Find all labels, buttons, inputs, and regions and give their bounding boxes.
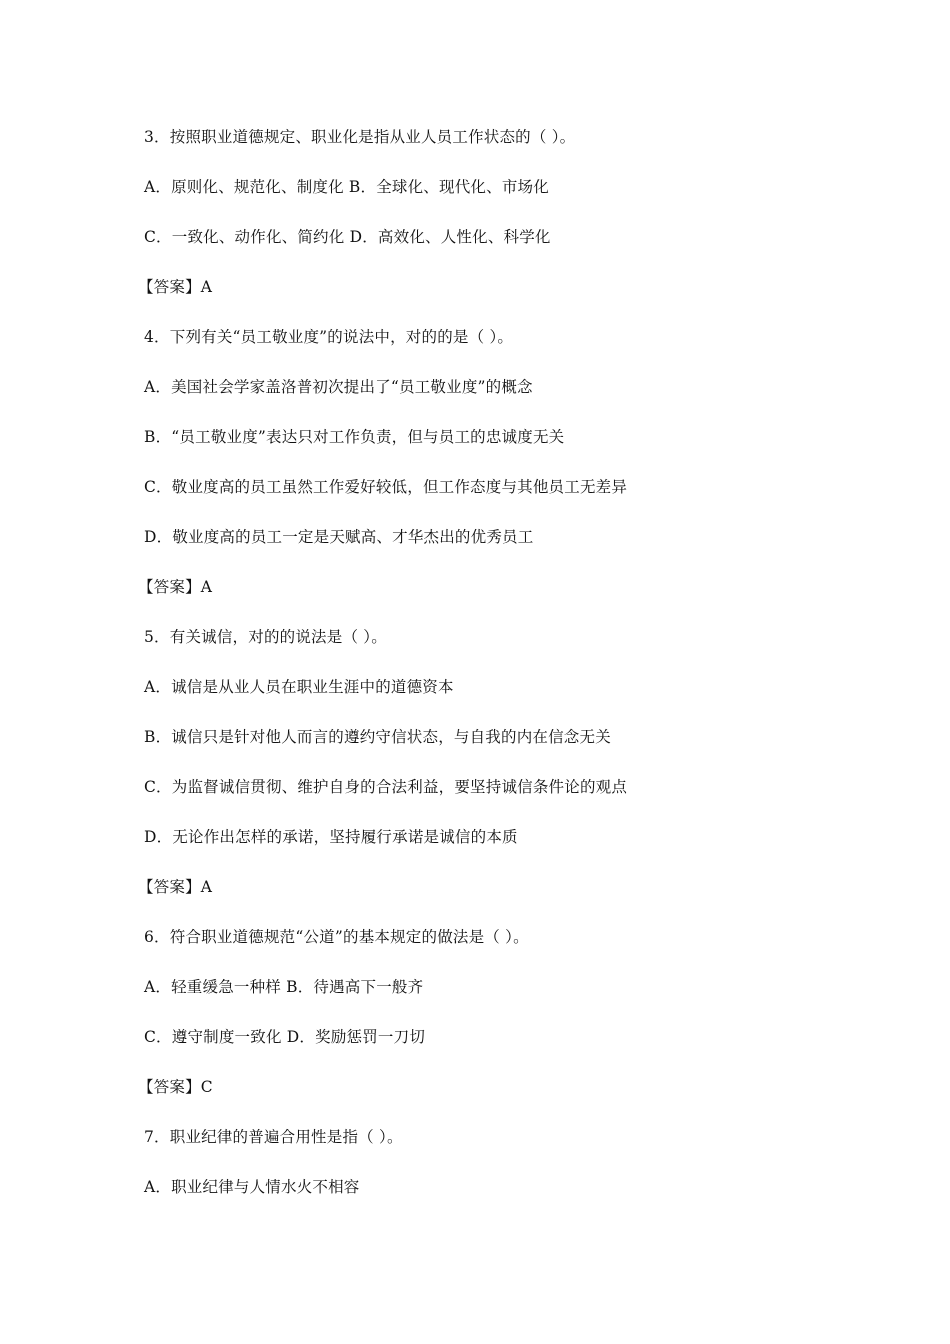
question-6: 6．符合职业道德规范“公道”的基本规定的做法是（ ）。	[144, 928, 529, 946]
option-4-a: A．美国社会学家盖洛普初次提出了“员工敬业度”的概念	[144, 378, 533, 396]
option-5-d: D．无论作出怎样的承诺，坚持履行承诺是诚信的本质	[144, 828, 518, 846]
option-3-ab: A．原则化、规范化、制度化 B．全球化、现代化、市场化	[144, 178, 549, 196]
option-6-cd: C．遵守制度一致化 D．奖励惩罚一刀切	[144, 1028, 426, 1046]
option-7-a: A．职业纪律与人情水火不相容	[144, 1178, 360, 1196]
option-5-a: A．诚信是从业人员在职业生涯中的道德资本	[144, 678, 454, 696]
option-5-c: C．为监督诚信贯彻、维护自身的合法利益，要坚持诚信条件论的观点	[144, 778, 628, 796]
option-5-b: B．诚信只是针对他人而言的遵约守信状态，与自我的内在信念无关	[144, 728, 611, 746]
question-5: 5．有关诚信，对的的说法是（ ）。	[144, 628, 387, 646]
option-4-b: B．“员工敬业度”表达只对工作负责，但与员工的忠诚度无关	[144, 428, 565, 446]
answer-6: 【答案】C	[138, 1078, 213, 1096]
option-4-c: C．敬业度高的员工虽然工作爱好较低，但工作态度与其他员工无差异	[144, 478, 628, 496]
option-3-cd: C．一致化、动作化、简约化 D．高效化、人性化、科学化	[144, 228, 551, 246]
answer-5: 【答案】A	[138, 878, 213, 896]
question-7: 7．职业纪律的普遍合用性是指（ ）。	[144, 1128, 403, 1146]
answer-4: 【答案】A	[138, 578, 213, 596]
option-4-d: D．敬业度高的员工一定是天赋高、才华杰出的优秀员工	[144, 528, 534, 546]
question-3: 3．按照职业道德规定、职业化是指从业人员工作状态的（ ）。	[144, 128, 576, 146]
question-list	[138, 124, 864, 1224]
option-6-ab: A．轻重缓急一种样 B．待遇高下一般齐	[144, 978, 424, 996]
answer-3: 【答案】A	[138, 278, 213, 296]
question-4: 4．下列有关“员工敬业度”的说法中，对的的是（ ）。	[144, 328, 514, 346]
